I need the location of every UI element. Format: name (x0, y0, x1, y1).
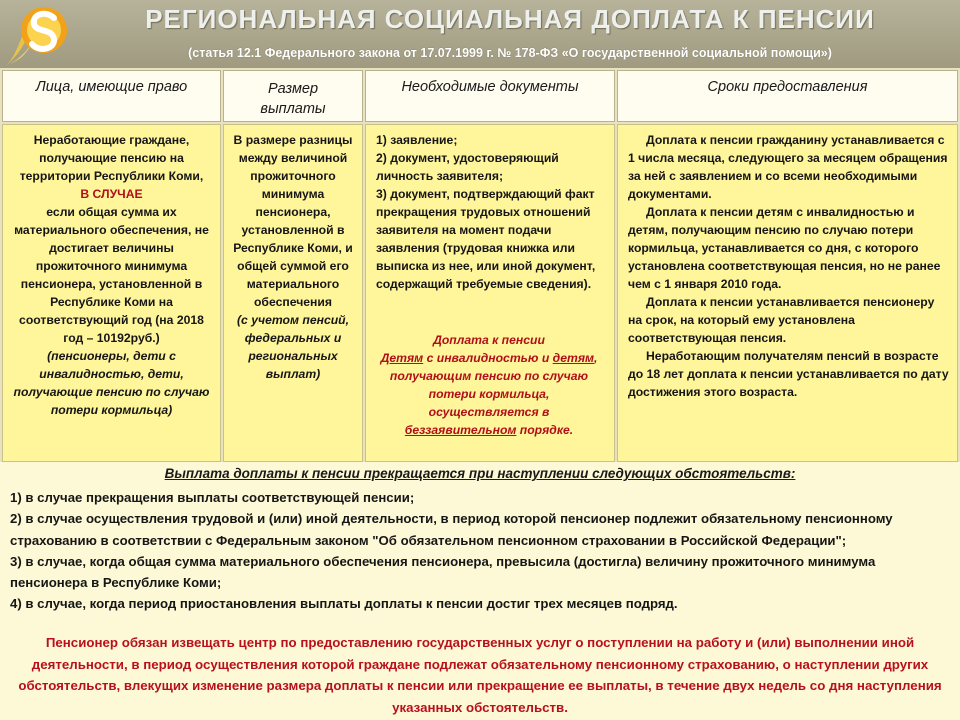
col-header-terms (617, 70, 958, 122)
termination-item: 2) в случае осуществления трудовой и (или) иной деятельности, в период которой пенсионер подлежит обязательному пенсионному страхованию в соответствии с Федеральным законом "Об обязательном пенсионном страховании в Российской Федерации"; (10, 511, 893, 548)
termination-item: 1) в случае прекращения выплаты соответствующей пенсии; (10, 490, 415, 505)
cell-amount (223, 124, 363, 462)
col-header-documents-label: Необходимые документы (401, 79, 579, 95)
terms-paragraph: Неработающим получателям пенсий в возрасте до 18 лет доплата к пенсии устанавливается по дату достижения этого возраста. (628, 349, 949, 399)
terms-paragraph: Доплата к пенсии устанавливается пенсионеру на срок, на который ему установлена соответствующая пенсия. (628, 295, 935, 345)
documents-note-body (376, 349, 602, 439)
eligible-text (3, 125, 220, 419)
note-word-children: детям (552, 351, 595, 365)
amount-description: В размере разницы между величиной прожиточного минимума пенсионера, установленной в Республике Коми, и общей суммой его материального обеспечения (233, 133, 353, 309)
eligible-intro: Неработающие граждане, получающие пенсию на территории Республики Коми, (19, 133, 204, 183)
termination-obligation-note: Пенсионер обязан извещать центр по предоставлению государственных услуг о поступлении на работу и (или) выполнении иной деятельности, в период осуществления которой граждане подлежат обязательному пенсионному страхованию, о наступлении других обстоятельств, влекущих изменение размера доплаты к пенсии или прекращение ее выплаты, в течение двух недель со дня наступления указанных обстоятельств. (18, 635, 942, 715)
cell-documents (365, 124, 615, 462)
note-text-2: , получающим пенсию по случаю потери кормильца, осуществляется в (389, 351, 598, 419)
col-header-terms-label: Сроки предоставления (707, 79, 868, 95)
page-title: РЕГИОНАЛЬНАЯ СОЦИАЛЬНАЯ ДОПЛАТА К ПЕНСИИ (145, 4, 875, 34)
amount-text (224, 125, 362, 383)
cell-eligible (2, 124, 221, 462)
termination-item: 4) в случае, когда период приостановления выплаты доплаты к пенсии достиг трех месяцев подряд. (10, 596, 678, 612)
col-header-eligible-label: Лица, имеющие право (35, 79, 188, 95)
header-banner (0, 0, 960, 68)
col-header-amount (223, 70, 363, 122)
col-header-eligible (2, 70, 221, 122)
termination-section (0, 462, 960, 720)
document-item: 1) заявление; (376, 133, 458, 147)
note-word-children-disabled: Детям (380, 351, 424, 365)
note-text-1: с инвалидностью и (423, 351, 553, 365)
document-item: 3) документ, подтверждающий факт прекращения трудовых отношений заявителя на момент подачи заявления (трудовая книжка или выписка из нее, или иной документ, содержащий требуемые сведения). (376, 187, 596, 291)
termination-item: 3) в случае, когда общая сумма материального обеспечения пенсионера, превысила (достигла) величину прожиточного минимума пенсионера в Республике Коми; (10, 553, 876, 591)
documents-list (366, 125, 614, 293)
cell-terms (617, 124, 958, 462)
document-item: 2) документ, удостоверяющий личность заявителя; (376, 151, 559, 183)
amount-note: (с учетом пенсий, федеральных и региональных выплат) (236, 313, 350, 381)
orange-s-logo-icon (0, 0, 72, 72)
documents-note-title: Доплата к пенсии (433, 333, 545, 347)
terms-paragraph: Доплата к пенсии гражданину устанавливается с 1 числа месяца, следующего за месяцем обращения за ней с заявлением и со всеми необходимыми документами. (628, 133, 948, 201)
eligible-highlight: В СЛУЧАЕ (80, 187, 143, 201)
terms-text (618, 125, 957, 401)
page-subtitle: (статья 12.1 Федерального закона от 17.07.1999 г. № 178-ФЗ «О государственной социальной помощи») (188, 46, 832, 60)
eligible-condition: если общая сумма их материального обеспечения, не достигает величины прожиточного минимума пенсионера, установленной в Республике Коми на соответствующий год (на 2018 год – 10192руб.) (14, 205, 209, 345)
termination-heading: Выплата доплаты к пенсии прекращается при наступлении следующих обстоятельств: (164, 466, 796, 481)
terms-paragraph: Доплата к пенсии детям с инвалидностью и детям, получающим пенсию по случаю потери кормильца, устанавливается со дня, с которого установлена соответствующая пенсия, но не ранее чем с 1 января 2010 года. (628, 205, 941, 291)
termination-list (10, 487, 950, 615)
col-header-amount-label: Размер выплаты (260, 81, 326, 117)
documents-note (376, 331, 602, 439)
note-word-no-application: беззаявительном (404, 423, 517, 437)
col-header-documents (365, 70, 615, 122)
note-text-3: порядке. (516, 423, 574, 437)
eligible-categories: (пенсионеры, дети с инвалидностью, дети, получающие пенсию по случаю потери кормильца) (13, 349, 210, 417)
